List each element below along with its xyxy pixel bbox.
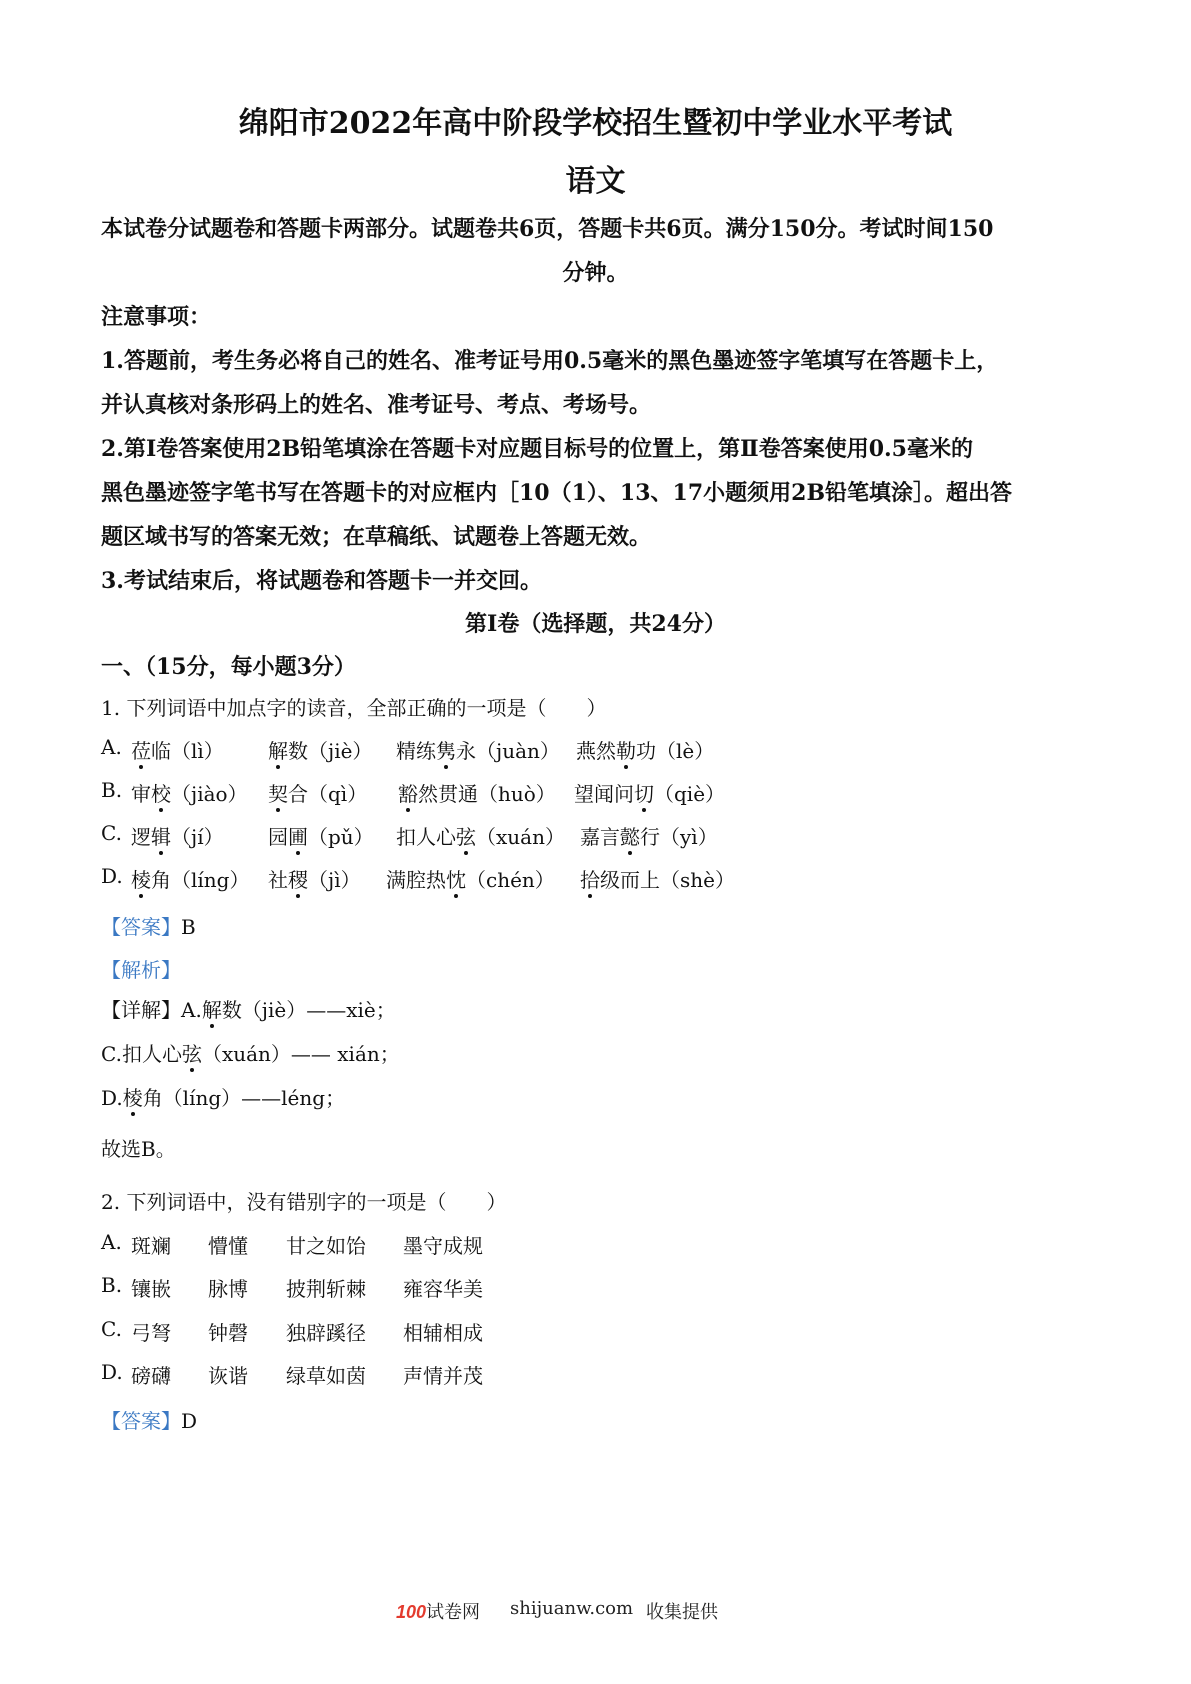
dotted-char: 弦: [456, 821, 476, 850]
option-letter: D.: [101, 1360, 123, 1384]
option-letter: A.: [101, 1230, 122, 1254]
option-item: 解数（jiè）: [268, 735, 372, 764]
option-word: 相辅相成: [403, 1321, 483, 1345]
answer-value: B: [181, 915, 196, 939]
option-word: 钟磬: [208, 1321, 248, 1345]
dotted-char: 棱: [123, 1082, 143, 1111]
detail-line-c: C.扣人心弦（xuán）—— xián；: [101, 1038, 400, 1067]
dotted-char: 校: [151, 778, 171, 807]
notes-line: 1.答题前，考生务必将自己的姓名、准考证号用0.5毫米的黑色墨迹签字笔填写在答题卡上，: [101, 348, 999, 374]
option-item: 莅临（lì）: [131, 735, 224, 764]
notes-line: 黑色墨迹签字笔书写在答题卡的对应框内［10（1）、13、17小题须用2B铅笔填涂］。超出答: [101, 480, 1013, 506]
option-item: 嘉言懿行（yì）: [580, 821, 718, 850]
answer-label: 【答案】: [101, 1409, 181, 1433]
dotted-char: 解: [202, 994, 222, 1023]
option-word: 披荆斩棘: [286, 1277, 366, 1301]
option-item: 满腔热忱（chén）: [386, 864, 555, 893]
footer-provider: 收集提供: [646, 1602, 718, 1623]
option-word: 镶嵌: [131, 1277, 171, 1301]
question-1-answer: [101, 911, 196, 940]
notes-line: 3.考试结束后，将试题卷和答题卡一并交回。: [101, 568, 542, 594]
option-item: 社稷（jì）: [268, 864, 361, 893]
intro-line-1: 本试卷分试题卷和答题卡两部分。试题卷共6页，答题卡共6页。满分150分。考试时间150: [101, 216, 994, 242]
option-word: 声情并茂: [403, 1364, 483, 1388]
dotted-char: 圃: [288, 821, 308, 850]
question-1-stem: 1. 下列词语中加点字的读音，全部正确的一项是（ ）: [101, 696, 607, 720]
dotted-char: 懿: [620, 821, 640, 850]
analysis-label: 【解析】: [101, 958, 181, 982]
part-heading: 一、（15分，每小题3分）: [101, 654, 356, 680]
option-word: 懵懂: [208, 1234, 248, 1258]
option-item: 契合（qì）: [268, 778, 367, 807]
dotted-char: 棱: [131, 864, 151, 893]
dotted-char: 隽: [436, 735, 456, 764]
intro-line-2: 分钟。: [562, 260, 629, 286]
site-name: 试卷网: [426, 1602, 481, 1623]
conclusion: 故选B。: [101, 1137, 176, 1161]
option-item: 园圃（pǔ）: [268, 821, 374, 850]
option-item: 审校（jiào）: [131, 778, 248, 807]
option-letter: C.: [101, 1317, 122, 1341]
option-word: 磅礴: [131, 1364, 171, 1388]
footer-url[interactable]: shijuanw.com: [510, 1598, 634, 1619]
option-item: 扣人心弦（xuán）: [396, 821, 565, 850]
option-letter: C.: [101, 821, 122, 845]
notes-heading: 注意事项：: [101, 304, 212, 330]
option-word: 绿草如茵: [286, 1364, 366, 1388]
option-letter: A.: [101, 735, 122, 759]
site-logo: 100: [396, 1602, 427, 1622]
answer-value: D: [181, 1409, 198, 1433]
notes-line: 2.第Ⅰ卷答案使用2B铅笔填涂在答题卡对应题目标号的位置上，第Ⅱ卷答案使用0.5毫米的: [101, 436, 973, 462]
option-letter: B.: [101, 1273, 123, 1297]
footer-brand[interactable]: [396, 1598, 480, 1624]
question-2-stem: 2. 下列词语中，没有错别字的一项是（ ）: [101, 1190, 507, 1214]
dotted-char: 豁: [398, 778, 418, 807]
dotted-char: 解: [268, 735, 288, 764]
option-word: 雍容华美: [403, 1277, 483, 1301]
notes-line: 并认真核对条形码上的姓名、准考证号、考点、考场号。: [101, 392, 652, 418]
dotted-char: 莅: [131, 735, 151, 764]
subject-title: 语文: [565, 164, 626, 199]
option-word: 墨守成规: [403, 1234, 483, 1258]
detail-label: 【详解】: [101, 998, 181, 1022]
option-item: 棱角（líng）: [131, 864, 249, 893]
option-letter: D.: [101, 864, 123, 888]
section-title: 第Ⅰ卷（选择题，共24分）: [465, 611, 726, 637]
option-letter: B.: [101, 778, 123, 802]
dotted-char: 勒: [616, 735, 636, 764]
notes-line: 题区域书写的答案无效；在草稿纸、试题卷上答题无效。: [101, 524, 652, 550]
dotted-char: 拾: [580, 864, 600, 893]
question-2-answer: [101, 1405, 197, 1434]
dotted-char: 契: [268, 778, 288, 807]
dotted-char: 切: [634, 778, 654, 807]
option-word: 弓弩: [131, 1321, 171, 1345]
option-word: 脉博: [208, 1277, 248, 1301]
document-title: 绵阳市2022年高中阶段学校招生暨初中学业水平考试: [238, 106, 953, 141]
option-item: 燕然勒功（lè）: [576, 735, 714, 764]
option-word: 诙谐: [208, 1364, 248, 1388]
option-item: 望闻问切（qiè）: [574, 778, 725, 807]
dotted-char: 弦: [182, 1038, 202, 1067]
option-word: 独辟蹊径: [286, 1321, 366, 1345]
option-item: 拾级而上（shè）: [580, 864, 735, 893]
option-item: 豁然贯通（huò）: [398, 778, 556, 807]
option-word: 斑斓: [131, 1234, 171, 1258]
dotted-char: 稷: [288, 864, 308, 893]
detail-line-a: 【详解】A.解数（jiè）——xiè；: [101, 994, 396, 1023]
option-item: 逻辑（jí）: [131, 821, 224, 850]
dotted-char: 忱: [446, 864, 466, 893]
option-word: 甘之如饴: [286, 1234, 366, 1258]
answer-label: 【答案】: [101, 915, 181, 939]
dotted-char: 辑: [151, 821, 171, 850]
option-item: 精练隽永（juàn）: [396, 735, 560, 764]
detail-line-d: D.棱角（líng）——léng；: [101, 1082, 345, 1111]
